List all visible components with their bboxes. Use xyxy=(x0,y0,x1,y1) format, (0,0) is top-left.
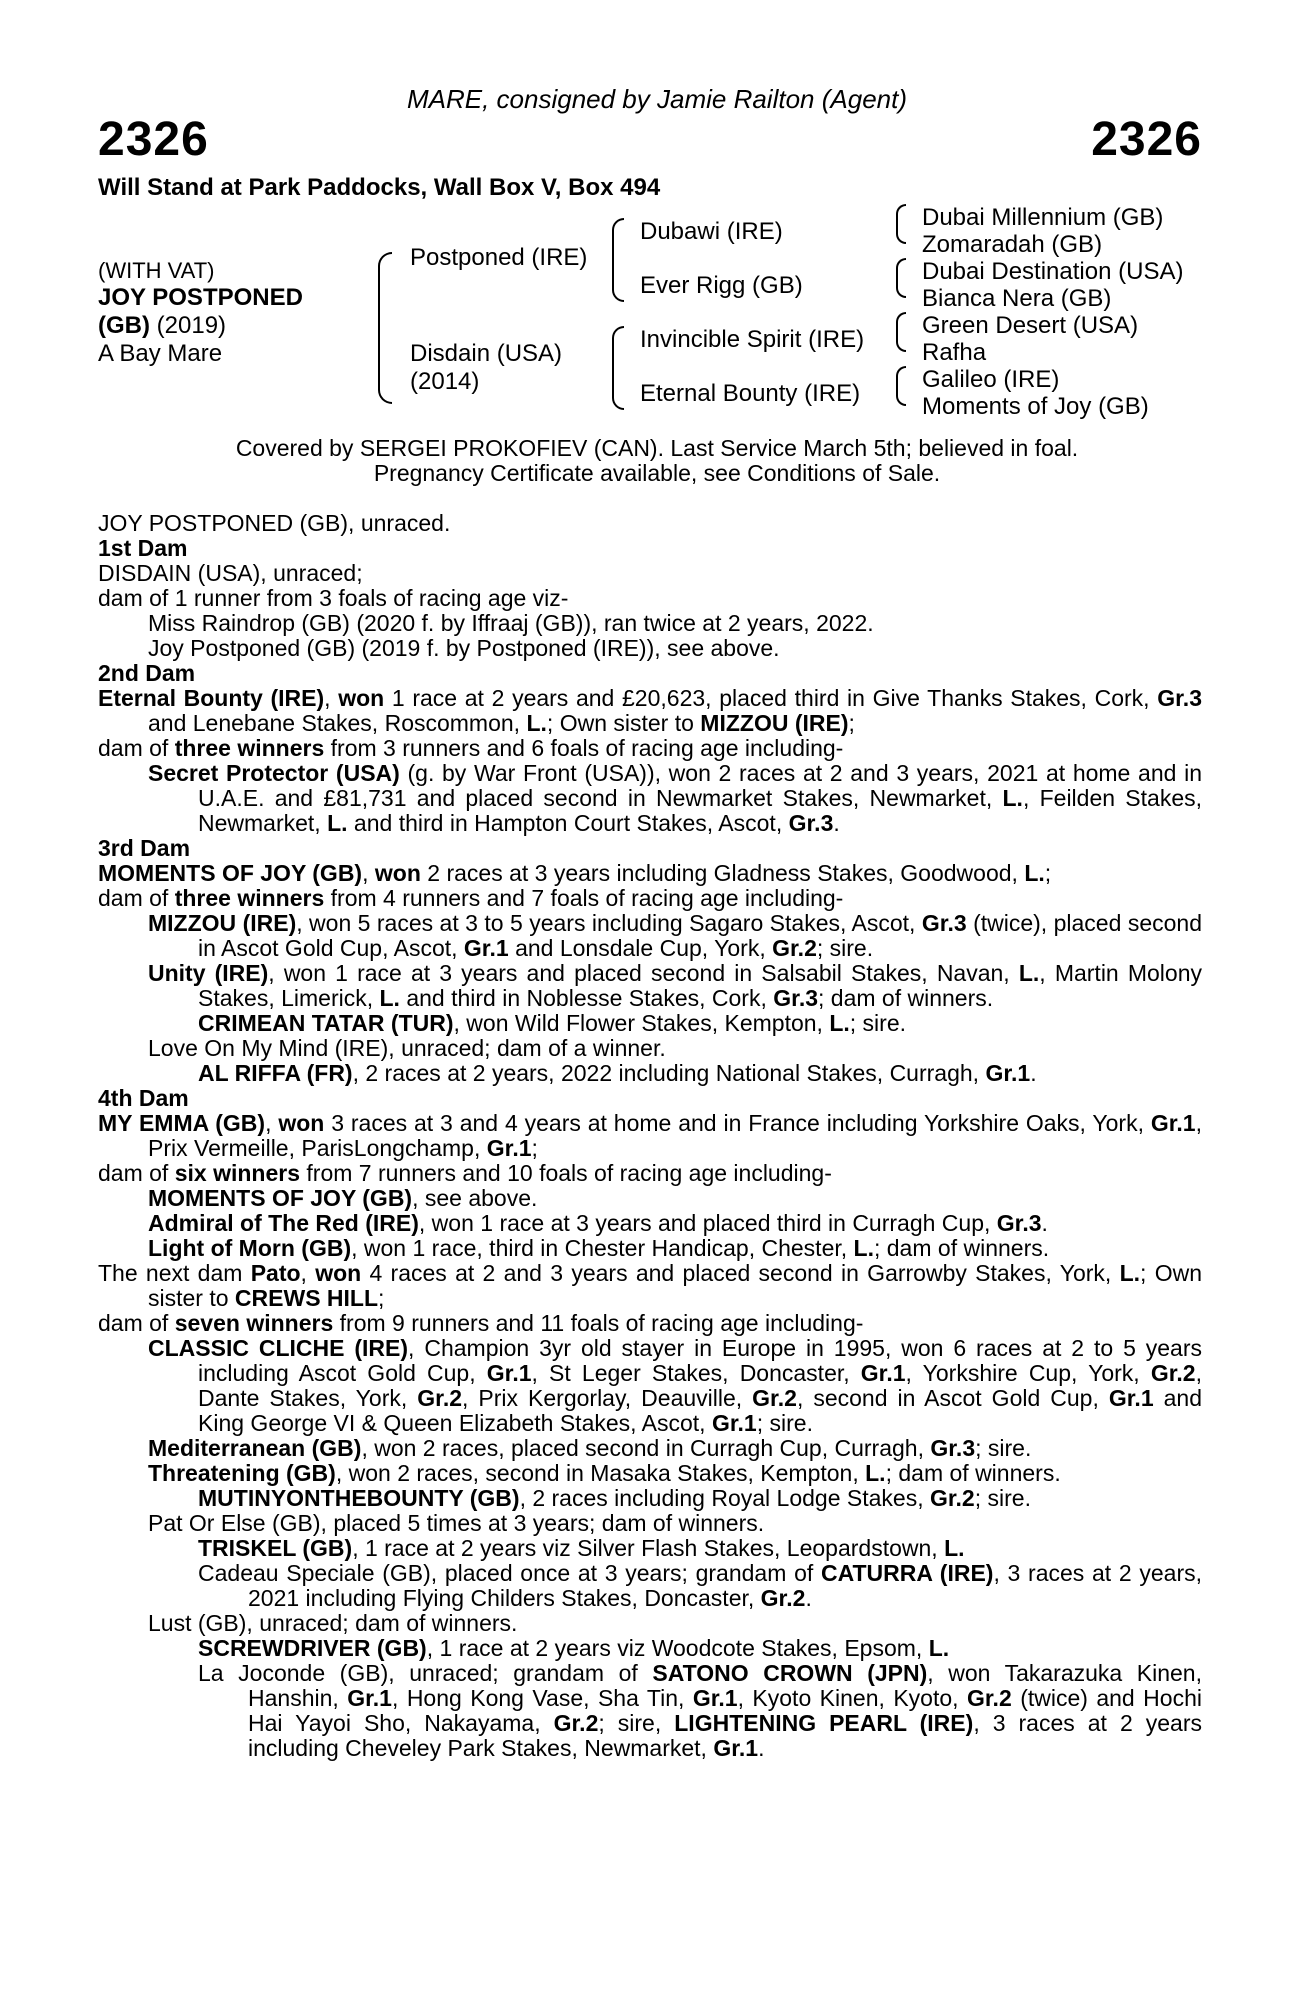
text-bold: L. xyxy=(928,1635,950,1661)
pedigree-sds: Dubai Destination (USA) xyxy=(922,258,1184,285)
text-bold: L. xyxy=(865,1460,886,1486)
text-bold: MOMENTS OF JOY (GB) xyxy=(148,1185,413,1211)
text: dam of xyxy=(98,735,175,761)
unraced-line: JOY POSTPONED (GB), unraced. xyxy=(98,510,451,536)
pedigree-dds: Galileo (IRE) xyxy=(922,366,1060,393)
pedigree-sire-sire: Dubawi (IRE) xyxy=(640,218,783,245)
text: The next dam xyxy=(98,1260,251,1286)
pedigree-sss: Dubai Millennium (GB) xyxy=(922,204,1164,231)
text-bold: Gr.1 xyxy=(347,1685,392,1711)
text-bold: L. xyxy=(1119,1260,1141,1286)
text-bold: CREWS HILL xyxy=(234,1285,379,1311)
text-bold: Gr.2 xyxy=(1150,1360,1196,1386)
dam1-line: DISDAIN (USA), unraced; xyxy=(98,560,363,586)
text-bold: Mediterranean (GB) xyxy=(148,1435,362,1461)
text: dam of xyxy=(98,885,175,911)
text-bold: MY EMMA (GB) xyxy=(98,1110,266,1136)
pedigree-bracket-dam xyxy=(612,326,624,410)
dam5-grandproduce xyxy=(98,1636,1202,1661)
horse-year: (2019) xyxy=(149,312,227,339)
text-bold: Gr.1 xyxy=(1150,1110,1196,1136)
text: and Lenebane Stakes, Roscommon, xyxy=(148,710,527,736)
dam3-grandproduce xyxy=(98,1011,1202,1036)
text-bold: AL RIFFA (FR) xyxy=(198,1060,353,1086)
text-bold: seven winners xyxy=(174,1310,334,1336)
text-bold: three winners xyxy=(174,735,325,761)
text: , 2 races including Royal Lodge Stakes, xyxy=(519,1485,930,1511)
text: , St Leger Stakes, Doncaster, xyxy=(531,1360,861,1386)
text: , second in Ascot Gold Cup, xyxy=(796,1385,1109,1411)
dam4-summary xyxy=(98,1111,1202,1161)
text-bold: Gr.1 xyxy=(985,1060,1031,1086)
text: ; sire. xyxy=(849,1010,907,1036)
text-bold: Gr.1 xyxy=(1108,1385,1154,1411)
text-bold: Eternal Bounty (IRE) xyxy=(98,685,325,711)
dam5-produce-summary xyxy=(98,1311,1202,1336)
pedigree-bracket-dd xyxy=(896,366,906,406)
dam4-produce xyxy=(98,1211,1202,1236)
text-bold: TRISKEL (GB) xyxy=(198,1535,353,1561)
pedigree-bracket-ds xyxy=(896,312,906,352)
vat-note: (WITH VAT) xyxy=(98,258,215,283)
horse-country: (GB) xyxy=(98,312,150,339)
text: 4 races at 2 and 3 years and placed second in Garrowby Stakes, York, xyxy=(361,1260,1120,1286)
text-bold: MIZZOU (IRE) xyxy=(700,710,849,736)
text-bold: SATONO CROWN (JPN) xyxy=(652,1660,928,1686)
covered-line-2: Pregnancy Certificate available, see Conditions of Sale. xyxy=(373,460,941,486)
text-bold: L. xyxy=(853,1235,874,1261)
text: , Feilden Stakes, Newmarket, xyxy=(198,785,1203,836)
text: ; dam of winners. xyxy=(818,985,994,1011)
text-bold: Gr.2 xyxy=(772,935,817,961)
text-bold: Gr.1 xyxy=(860,1360,906,1386)
dam3-produce xyxy=(98,961,1202,1011)
text: (twice) and Hochi Hai Yayoi Sho, Nakayama, xyxy=(248,1685,1202,1736)
text: dam of xyxy=(98,1310,175,1336)
text-bold: Gr.3 xyxy=(773,985,819,1011)
text-bold: Gr.2 xyxy=(760,1585,806,1611)
dam5-produce xyxy=(98,1461,1202,1486)
dam2-heading: 2nd Dam xyxy=(98,660,196,686)
text-bold: Gr.2 xyxy=(553,1710,599,1736)
text: , 3 races at 2 years, 2021 including Flying Childers Stakes, Doncaster, xyxy=(248,1560,1202,1611)
text: , 1 race at 2 years viz Silver Flash Stakes, Leopardstown, xyxy=(352,1535,945,1561)
text: , see above. xyxy=(412,1185,538,1211)
horse-country-year xyxy=(98,312,226,340)
text: , won 2 races, placed second in Curragh Cup, Curragh, xyxy=(361,1435,931,1461)
stand-location: Will Stand at Park Paddocks, Wall Box V, Box 494 xyxy=(98,174,661,201)
text: , Martin Molony Stakes, Limerick, xyxy=(198,960,1202,1011)
text: 3 races at 3 and 4 years at home and in France including Yorkshire Oaks, York, xyxy=(324,1110,1151,1136)
text: ; sire. xyxy=(974,1485,1031,1511)
text-bold: L. xyxy=(327,810,348,836)
text-bold: Light of Morn (GB) xyxy=(148,1235,352,1261)
text-bold: L. xyxy=(526,710,547,736)
text-bold: Gr.3 xyxy=(788,810,834,836)
text-bold: Secret Protector (USA) xyxy=(148,760,400,786)
pedigree-dam-year: (2014) xyxy=(410,368,480,395)
dam3-heading: 3rd Dam xyxy=(98,835,191,861)
text: , Prix Kergorlay, Deauville, xyxy=(462,1385,753,1411)
text: . xyxy=(758,1735,765,1761)
text-bold: Gr.3 xyxy=(921,910,967,936)
text: , 3 races at 2 years including Cheveley Park Stakes, Newmarket, xyxy=(248,1710,1203,1761)
text: from 7 runners and 10 foals of racing age including- xyxy=(300,1160,832,1186)
pedigree-bracket-main xyxy=(378,252,392,404)
text-bold: MIZZOU (IRE) xyxy=(148,910,297,936)
dam1-line: dam of 1 runner from 3 foals of racing age viz- xyxy=(98,585,569,611)
text-bold: MUTINYONTHEBOUNTY (GB) xyxy=(198,1485,520,1511)
covered-line-1: Covered by SERGEI PROKOFIEV (CAN). Last Service March 5th; believed in foal. xyxy=(235,435,1079,461)
text-bold: Gr.1 xyxy=(711,1410,757,1436)
text: and King George VI & Queen Elizabeth Stakes, Ascot, xyxy=(198,1385,1203,1436)
text-bold: Gr.2 xyxy=(752,1385,797,1411)
text: ; Own sister to xyxy=(546,710,701,736)
text: , won 1 race, third in Chester Handicap, Chester, xyxy=(351,1235,854,1261)
catalogue-body xyxy=(98,511,1202,1761)
text: , won 2 races, second in Masaka Stakes, Kempton, xyxy=(335,1460,866,1486)
text-bold: Gr.3 xyxy=(996,1210,1042,1236)
text: , 2 races at 2 years, 2022 including National Stakes, Curragh, xyxy=(352,1060,986,1086)
text: ; xyxy=(848,710,855,736)
text-bold: LIGHTENING PEARL (IRE) xyxy=(674,1710,974,1736)
pedigree-ddd: Moments of Joy (GB) xyxy=(922,393,1149,420)
text: from 9 runners and 11 foals of racing age including- xyxy=(333,1310,864,1336)
pedigree-sire-dam: Ever Rigg (GB) xyxy=(640,272,803,299)
text: 1 race at 2 years and £20,623, placed third in Give Thanks Stakes, Cork, xyxy=(384,685,1158,711)
dam5-produce: Pat Or Else (GB), placed 5 times at 3 years; dam of winners. xyxy=(148,1510,765,1536)
text: , won Wild Flower Stakes, Kempton, xyxy=(453,1010,830,1036)
text: and third in Hampton Court Stakes, Ascot, xyxy=(347,810,789,836)
text-bold: Gr.1 xyxy=(486,1135,532,1161)
text-bold: Gr.1 xyxy=(486,1360,532,1386)
text: ; xyxy=(1044,860,1052,886)
text: , Hong Kong Vase, Sha Tin, xyxy=(391,1685,693,1711)
dam4-produce xyxy=(98,1186,1202,1211)
dam3-produce: Love On My Mind (IRE), unraced; dam of a winner. xyxy=(148,1035,666,1061)
text: , won 1 race at 3 years and placed second in Salsabil Stakes, Navan, xyxy=(268,960,1019,986)
text: , 1 race at 2 years viz Woodcote Stakes, Epsom, xyxy=(426,1635,929,1661)
text: , Prix Vermeille, ParisLongchamp, xyxy=(148,1110,1202,1161)
pedigree-sire: Postponed (IRE) xyxy=(410,244,588,271)
horse-name: JOY POSTPONED xyxy=(98,284,303,311)
text-bold: L. xyxy=(379,985,400,1011)
pedigree-dam-sire: Invincible Spirit (IRE) xyxy=(640,326,865,353)
text: dam of xyxy=(98,1160,175,1186)
text: ; sire. xyxy=(756,1410,813,1436)
lot-number-left: 2326 xyxy=(98,113,209,166)
text: , xyxy=(362,860,375,886)
text: La Joconde (GB), unraced; grandam of xyxy=(198,1660,653,1686)
text: 2 races at 3 years including Gladness Stakes, Goodwood, xyxy=(420,860,1025,886)
dam5-produce xyxy=(98,1436,1202,1461)
text: (twice), placed second in Ascot Gold Cup, Ascot, xyxy=(198,910,1202,961)
text-bold: L. xyxy=(1002,785,1023,811)
dam4-produce xyxy=(98,1236,1202,1261)
text-bold: three winners xyxy=(174,885,325,911)
pedigree-dam-dam: Eternal Bounty (IRE) xyxy=(640,380,861,407)
text-bold: Pato xyxy=(250,1260,301,1286)
text-bold: Gr.3 xyxy=(1157,685,1202,711)
dam5-grandproduce xyxy=(98,1536,1202,1561)
text: from 3 runners and 6 foals of racing age including- xyxy=(324,735,844,761)
text-bold: Admiral of The Red (IRE) xyxy=(148,1210,419,1236)
pedigree-dam: Disdain (USA) xyxy=(410,340,563,367)
text-bold: L. xyxy=(944,1535,965,1561)
text: ; xyxy=(378,1285,385,1311)
dam5-produce xyxy=(98,1336,1202,1436)
lot-number-right: 2326 xyxy=(1091,113,1202,166)
dam5-grandproduce xyxy=(98,1661,1202,1761)
text: , xyxy=(324,685,339,711)
dam1-produce: Miss Raindrop (GB) (2020 f. by Iffraaj (GB)), ran twice at 2 years, 2022. xyxy=(148,610,874,636)
text: . xyxy=(805,1585,812,1611)
text-bold: CLASSIC CLICHE (IRE) xyxy=(148,1335,409,1361)
dam3-grandproduce xyxy=(98,1061,1202,1086)
text-bold: Gr.2 xyxy=(417,1385,463,1411)
pedigree-sdd: Bianca Nera (GB) xyxy=(922,285,1112,312)
dam3-produce xyxy=(98,911,1202,961)
text-bold: Unity (IRE) xyxy=(148,960,269,986)
text: and third in Noblesse Stakes, Cork, xyxy=(399,985,774,1011)
text-bold: CRIMEAN TATAR (TUR) xyxy=(198,1010,454,1036)
pedigree-bracket-sd xyxy=(896,258,906,298)
text-bold: CATURRA (IRE) xyxy=(820,1560,994,1586)
text-bold: Gr.3 xyxy=(930,1435,976,1461)
text: , xyxy=(265,1110,279,1136)
text: ; sire, xyxy=(598,1710,675,1736)
text: ; sire. xyxy=(816,935,874,961)
text: Cadeau Speciale (GB), placed once at 3 years; grandam of xyxy=(198,1560,821,1586)
text-bold: L. xyxy=(1024,860,1045,886)
text: and Lonsdale Cup, York, xyxy=(508,935,773,961)
text: ; dam of winners. xyxy=(873,1235,1050,1261)
text-bold: Gr.2 xyxy=(929,1485,975,1511)
text-bold: won xyxy=(374,860,421,886)
dam5-produce: Lust (GB), unraced; dam of winners. xyxy=(148,1610,518,1636)
text-bold: Gr.2 xyxy=(966,1685,1012,1711)
text-bold: Threatening (GB) xyxy=(148,1460,336,1486)
pedigree-dsd: Rafha xyxy=(922,339,987,366)
text-bold: six winners xyxy=(174,1160,300,1186)
text: ; sire. xyxy=(975,1435,1032,1461)
text: , Champion 3yr old stayer in Europe in 1995, won 6 races at 2 to 5 years including Ascot Gold Cup, xyxy=(198,1335,1203,1386)
dam1-heading: 1st Dam xyxy=(98,535,188,561)
consignor-line: MARE, consigned by Jamie Railton (Agent) xyxy=(406,84,907,114)
text: , Yorkshire Cup, York, xyxy=(905,1360,1151,1386)
text-bold: SCREWDRIVER (GB) xyxy=(198,1635,427,1661)
text: ; dam of winners. xyxy=(885,1460,1061,1486)
dam5-grandproduce xyxy=(98,1561,1202,1611)
text: , xyxy=(300,1260,316,1286)
text: , won 1 race at 3 years and placed third in Curragh Cup, xyxy=(418,1210,997,1236)
text-bold: Gr.1 xyxy=(713,1735,759,1761)
text-bold: L. xyxy=(829,1010,850,1036)
text: . xyxy=(833,810,840,836)
text-bold: Gr.1 xyxy=(463,935,509,961)
text: (g. by War Front (USA)), won 2 races at 2 and 3 years, 2021 at home and in U.A.E. and £81,731 and placed second in Newmarket Stakes, Newmarket, xyxy=(198,760,1202,811)
dam5-grandproduce xyxy=(98,1486,1202,1511)
text: , won 5 races at 3 to 5 years including Sagaro Stakes, Ascot, xyxy=(296,910,922,936)
text: . xyxy=(1030,1060,1037,1086)
text: ; xyxy=(531,1135,538,1161)
dam4-heading: 4th Dam xyxy=(98,1085,189,1111)
pedigree-bracket-sire xyxy=(612,218,624,302)
text-bold: MOMENTS OF JOY (GB) xyxy=(98,860,363,886)
dam2-produce xyxy=(98,761,1202,836)
dam5-summary xyxy=(98,1261,1202,1311)
dam3-summary xyxy=(98,861,1202,886)
text-bold: L. xyxy=(1018,960,1040,986)
text: . xyxy=(1041,1210,1048,1236)
text: , won Takarazuka Kinen, Hanshin, xyxy=(248,1660,1202,1711)
horse-description: A Bay Mare xyxy=(98,340,223,367)
dam2-summary xyxy=(98,686,1202,736)
pedigree-bracket-ss xyxy=(896,204,906,244)
text-bold: won xyxy=(315,1260,362,1286)
text-bold: won xyxy=(338,685,385,711)
text: ; Own sister to xyxy=(148,1260,1202,1311)
text: from 4 runners and 7 foals of racing age including- xyxy=(324,885,844,911)
pedigree-dss: Green Desert (USA) xyxy=(922,312,1139,339)
dam3-produce-summary xyxy=(98,886,1202,911)
text: , Dante Stakes, York, xyxy=(198,1360,1202,1411)
dam2-produce-summary xyxy=(98,736,1202,761)
text-bold: won xyxy=(278,1110,325,1136)
dam1-produce: Joy Postponed (GB) (2019 f. by Postponed (IRE)), see above. xyxy=(148,635,780,661)
text: , Kyoto Kinen, Kyoto, xyxy=(737,1685,967,1711)
pedigree-ssd: Zomaradah (GB) xyxy=(922,231,1103,258)
dam4-produce-summary xyxy=(98,1161,1202,1186)
text-bold: Gr.1 xyxy=(692,1685,738,1711)
